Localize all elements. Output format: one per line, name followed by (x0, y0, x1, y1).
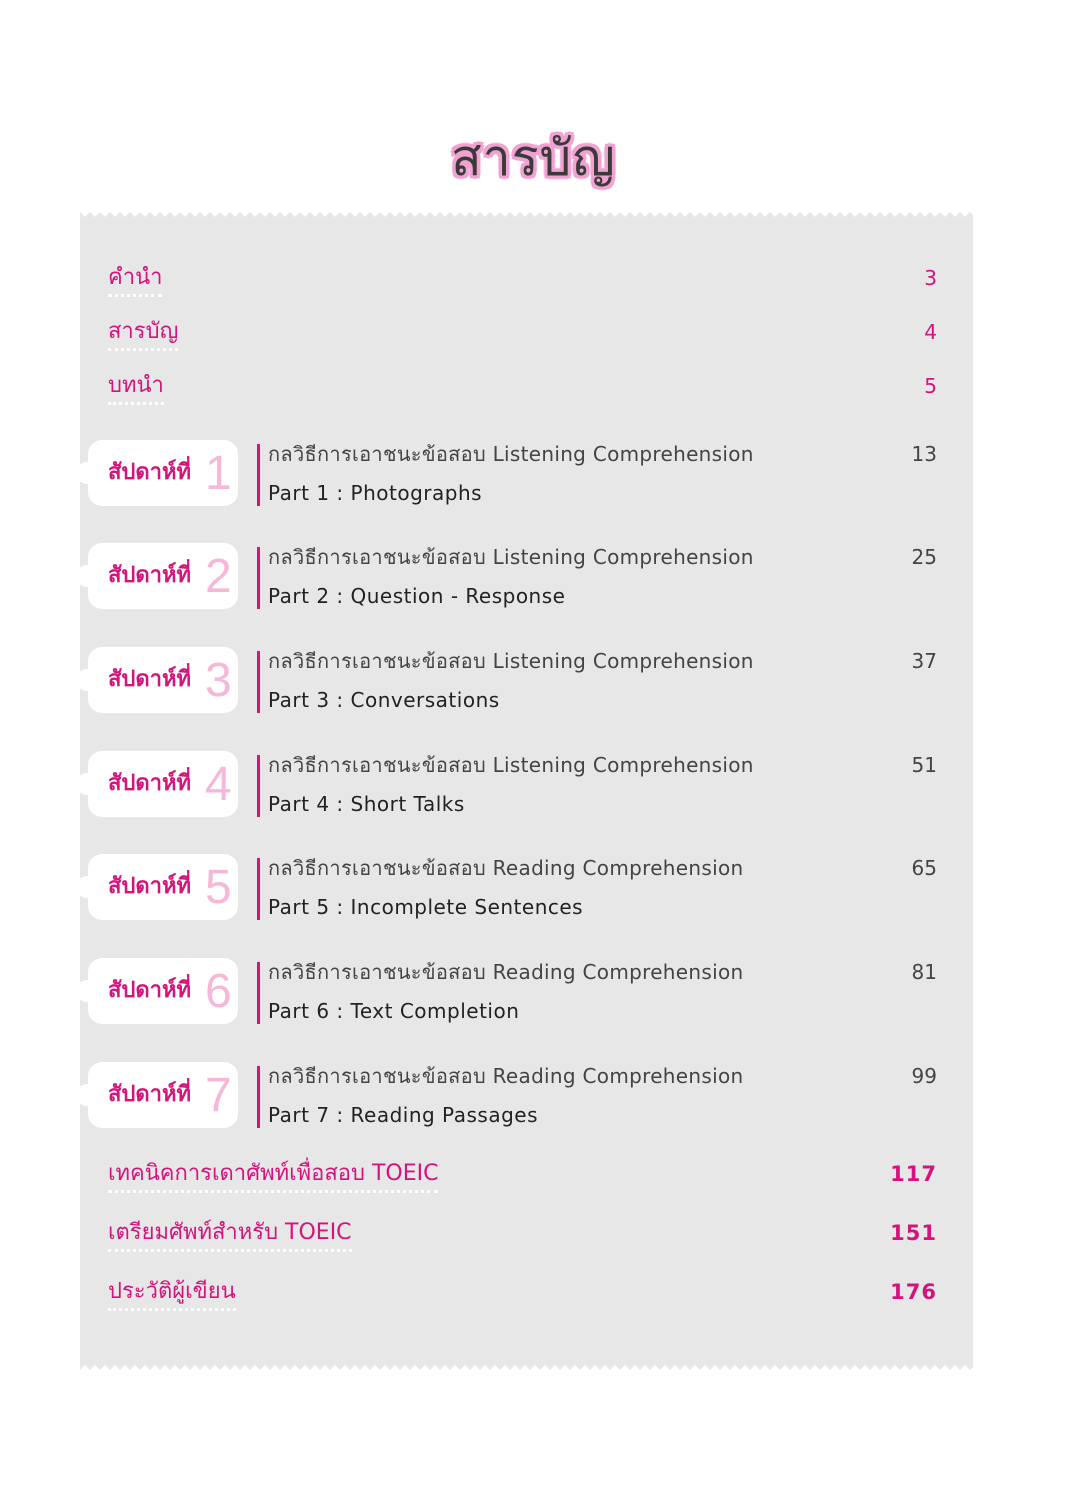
week-part-title: Part 4 : Short Talks (268, 792, 465, 816)
week-tab-label: สัปดาห์ที่ (108, 460, 192, 485)
toc-entry-introduction[interactable] (80, 372, 973, 402)
week-part-title: Part 3 : Conversations (268, 688, 500, 712)
week-page-number: 51 (911, 753, 937, 777)
week-tab (88, 854, 238, 920)
week-divider (257, 651, 260, 713)
week-divider (257, 755, 260, 817)
tab-notch (76, 669, 98, 691)
week-tab-number: 5 (205, 861, 232, 914)
toc-entry-label: บทนำ (108, 372, 164, 405)
toc-week-4[interactable] (80, 749, 973, 821)
toc-week-1[interactable] (80, 438, 973, 510)
toc-panel (80, 212, 973, 1370)
week-heading: กลวิธีการเอาชนะข้อสอบ Listening Comprehension (268, 753, 754, 777)
week-heading: กลวิธีการเอาชนะข้อสอบ Listening Comprehension (268, 649, 754, 673)
toc-entry-guessing-techniques[interactable] (80, 1160, 973, 1190)
week-page-number: 65 (911, 856, 937, 880)
toc-week-2[interactable] (80, 541, 973, 613)
toc-week-7[interactable] (80, 1060, 973, 1132)
toc-week-3[interactable] (80, 645, 973, 717)
week-tab (88, 958, 238, 1024)
toc-entry-page: 5 (924, 374, 937, 398)
toc-entry-label: เตรียมศัพท์สำหรับ TOEIC (108, 1219, 352, 1252)
week-heading: กลวิธีการเอาชนะข้อสอบ Reading Comprehension (268, 856, 744, 880)
toc-entry-label: เทคนิคการเดาศัพท์เพื่อสอบ TOEIC (108, 1160, 438, 1193)
week-tab (88, 647, 238, 713)
week-tab-label: สัปดาห์ที่ (108, 1082, 192, 1107)
week-divider (257, 1066, 260, 1128)
week-tab-label: สัปดาห์ที่ (108, 771, 192, 796)
tab-notch (76, 565, 98, 587)
top-zigzag-edge (80, 212, 973, 220)
week-divider (257, 547, 260, 609)
week-page-number: 81 (911, 960, 937, 984)
tab-notch (76, 773, 98, 795)
week-tab-number: 1 (205, 447, 232, 500)
week-heading: กลวิธีการเอาชนะข้อสอบ Reading Comprehension (268, 960, 744, 984)
week-part-title: Part 7 : Reading Passages (268, 1103, 538, 1127)
week-tab (88, 1062, 238, 1128)
week-tab-label: สัปดาห์ที่ (108, 563, 192, 588)
week-tab-label: สัปดาห์ที่ (108, 667, 192, 692)
week-part-title: Part 1 : Photographs (268, 481, 483, 505)
toc-entry-page: 117 (890, 1162, 937, 1186)
toc-entry-page: 4 (924, 320, 937, 344)
toc-week-5[interactable] (80, 852, 973, 924)
tab-notch (76, 876, 98, 898)
tab-notch (76, 980, 98, 1002)
toc-entry-label: สารบัญ (108, 318, 178, 351)
week-part-title: Part 2 : Question - Response (268, 584, 566, 608)
toc-entry-label: ประวัติผู้เขียน (108, 1278, 236, 1311)
week-page-number: 13 (911, 442, 937, 466)
week-page-number: 37 (911, 649, 937, 673)
toc-entry-label: คำนำ (108, 264, 162, 297)
week-tab-number: 4 (205, 758, 232, 811)
week-divider (257, 444, 260, 506)
week-tab (88, 543, 238, 609)
week-heading: กลวิธีการเอาชนะข้อสอบ Reading Comprehension (268, 1064, 744, 1088)
toc-entry-page: 176 (890, 1280, 937, 1304)
week-tab-label: สัปดาห์ที่ (108, 874, 192, 899)
week-tab-label: สัปดาห์ที่ (108, 978, 192, 1003)
week-divider (257, 858, 260, 920)
week-page-number: 99 (911, 1064, 937, 1088)
toc-entry-foreword[interactable] (80, 264, 973, 294)
week-page-number: 25 (911, 545, 937, 569)
bottom-zigzag-edge (80, 1362, 973, 1370)
toc-week-6[interactable] (80, 956, 973, 1028)
toc-entry-contents[interactable] (80, 318, 973, 348)
week-tab-number: 7 (205, 1069, 232, 1122)
toc-entry-page: 151 (890, 1221, 937, 1245)
toc-entry-page: 3 (924, 266, 937, 290)
tab-notch (76, 462, 98, 484)
page-title: สารบัญ (451, 129, 616, 187)
week-tab (88, 440, 238, 506)
tab-notch (76, 1084, 98, 1106)
week-tab (88, 751, 238, 817)
toc-entry-vocabulary-prep[interactable] (80, 1219, 973, 1249)
week-tab-number: 6 (205, 965, 232, 1018)
week-heading: กลวิธีการเอาชนะข้อสอบ Listening Comprehension (268, 545, 754, 569)
toc-entry-author-bio[interactable] (80, 1278, 973, 1308)
week-divider (257, 962, 260, 1024)
week-tab-number: 3 (205, 654, 232, 707)
week-heading: กลวิธีการเอาชนะข้อสอบ Listening Comprehension (268, 442, 754, 466)
week-part-title: Part 5 : Incomplete Sentences (268, 895, 584, 919)
week-part-title: Part 6 : Text Completion (268, 999, 520, 1023)
week-tab-number: 2 (205, 550, 232, 603)
